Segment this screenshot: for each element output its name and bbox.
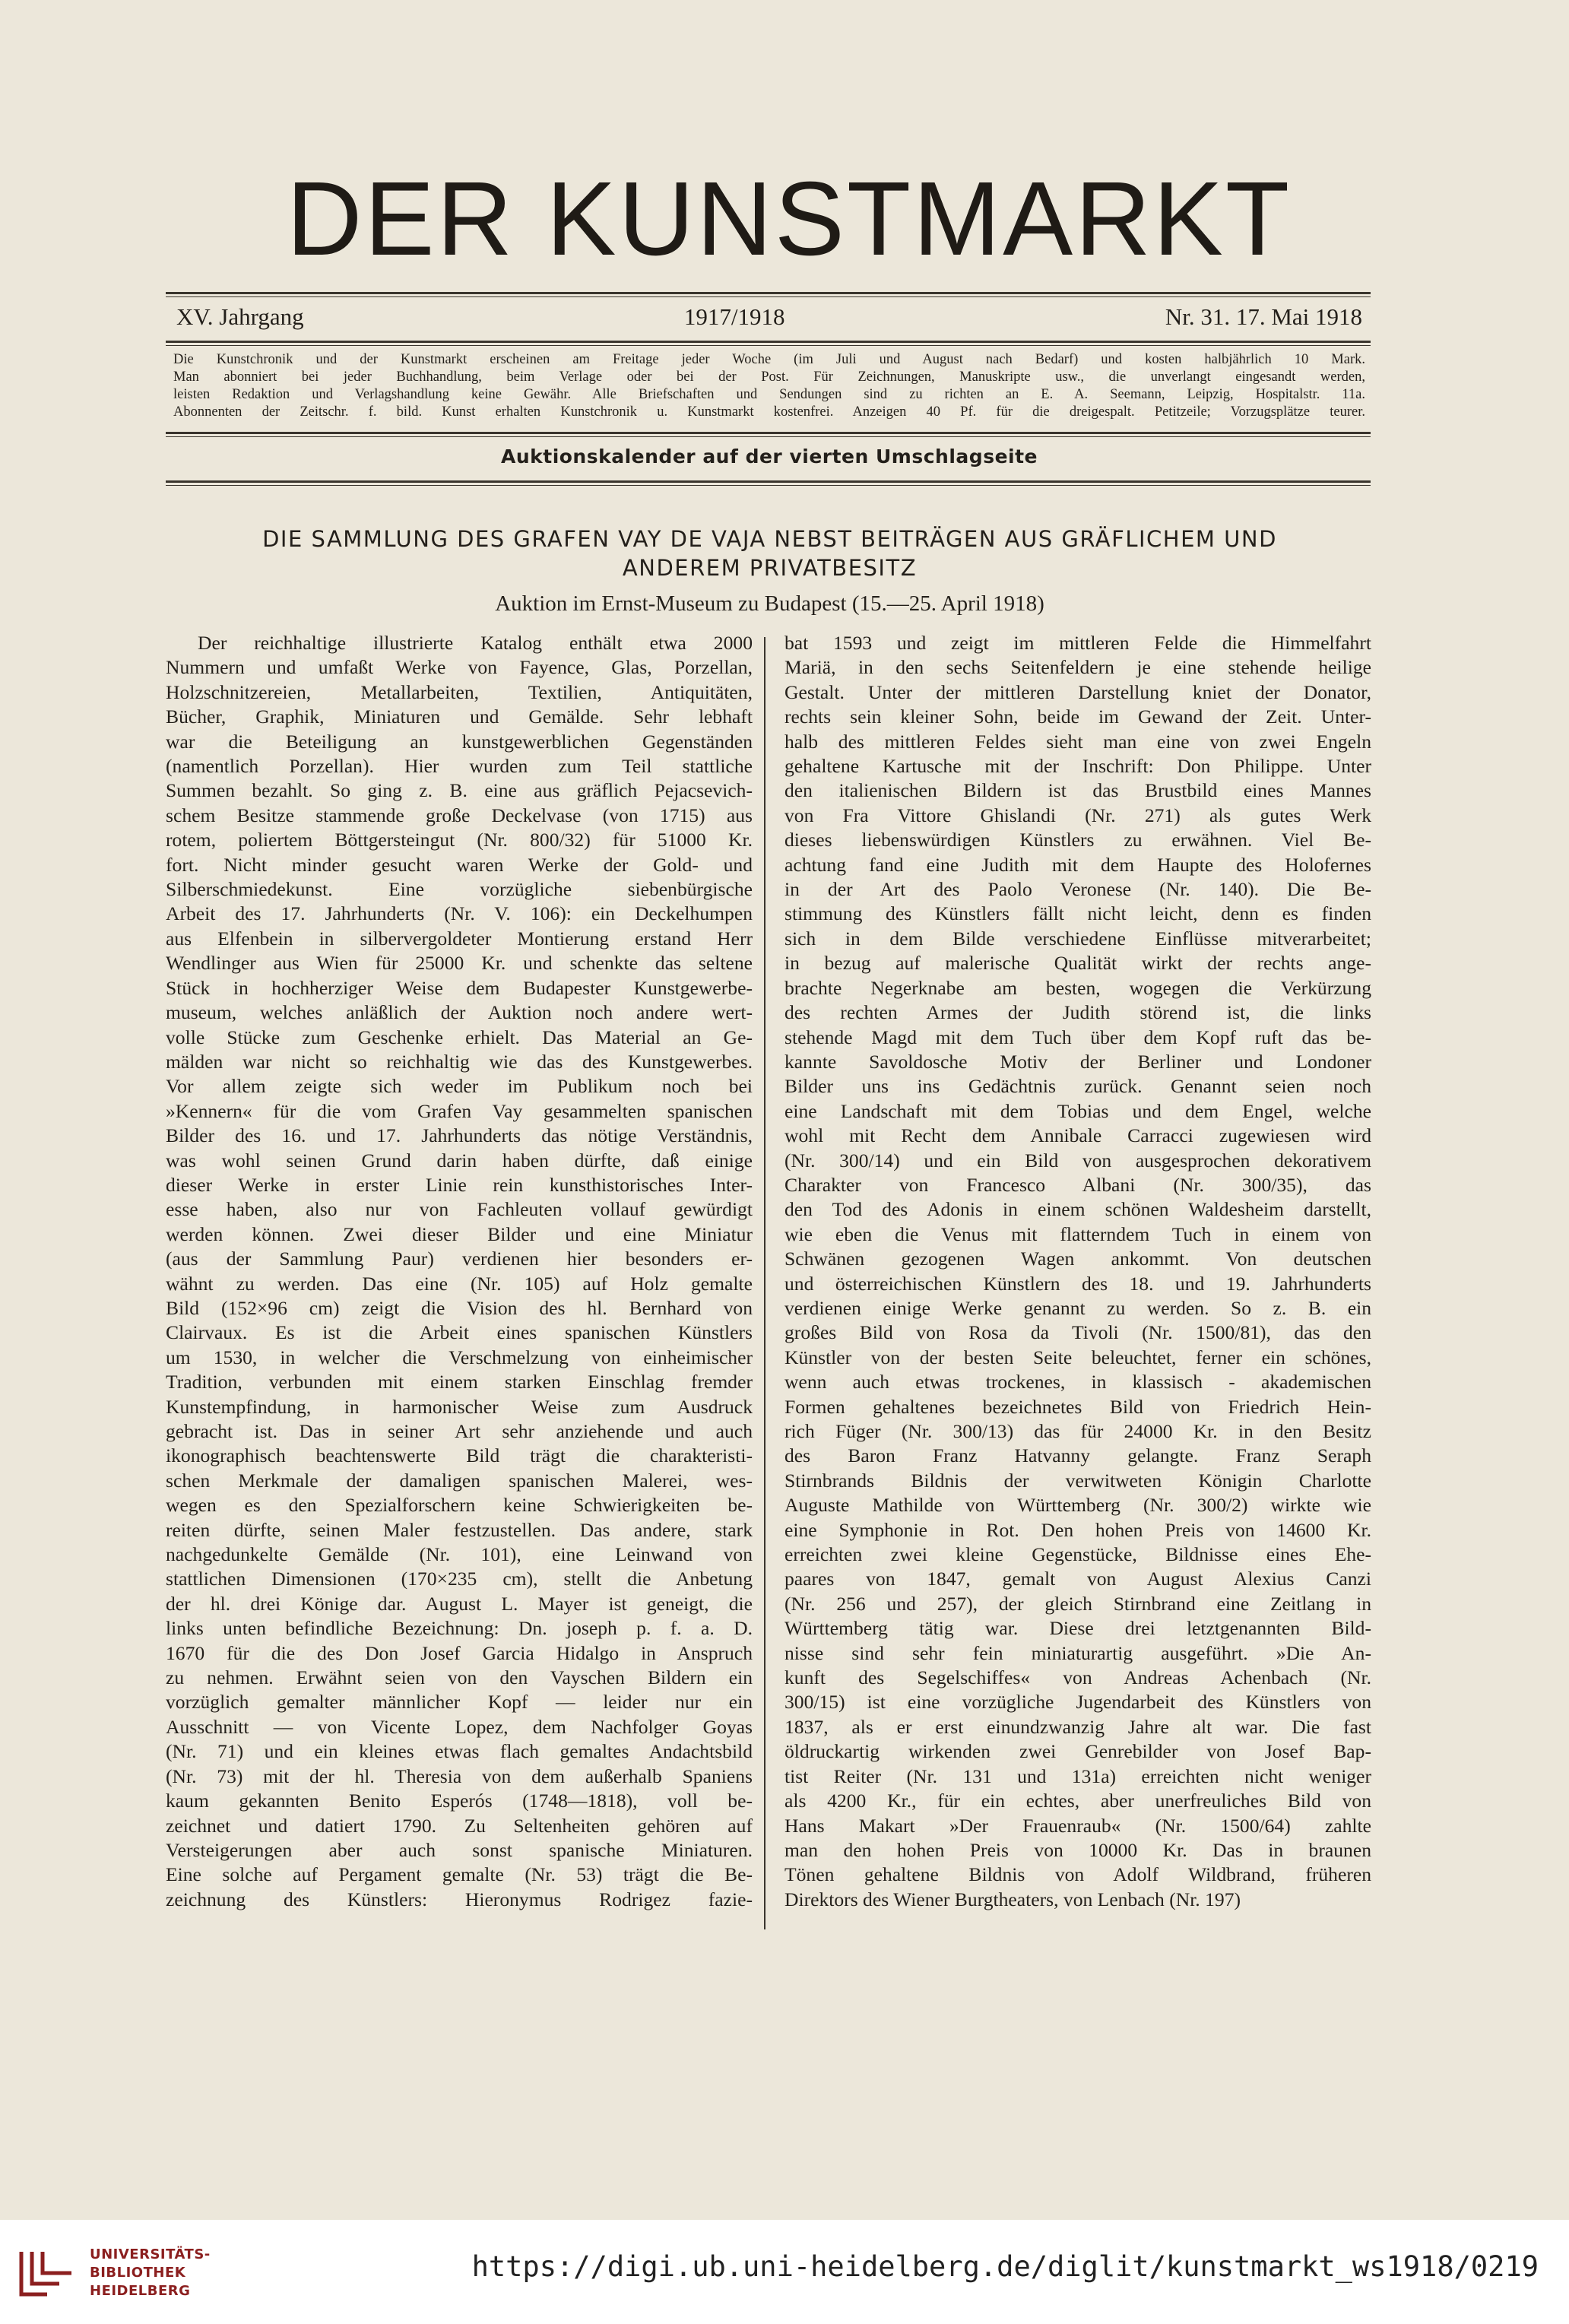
column-line: mälden war nicht so reichhaltig wie das des Kunstgewerbes. [166,1050,753,1073]
column-line: verdienen einige Werke genannt zu werden. So z. B. ein [784,1296,1371,1319]
issue-number: Nr. 31. 17. Mai 1918 [1165,303,1362,330]
column-line: wie eben die Venus mit flatterndem Tuch in einem von [784,1222,1371,1245]
column-line: gehaltene Kartusche mit der Inschrift: Don Philippe. Unter [784,755,1371,778]
column-line: (Nr. 71) und ein kleines etwas flach gemaltes Andachtsbild [166,1740,753,1763]
column-line: (Nr. 73) mit der hl. Theresia von dem außerhalb Spaniens [166,1764,753,1787]
column-line: (namentlich Porzellan). Hier wurden zum Teil stattliche [166,755,753,778]
column-line: (Nr. 256 und 257), der gleich Stirnbrand eine Zeitlang in [784,1592,1371,1615]
column-line: schen Merkmale der damaligen spanischen Malerei, wes- [166,1469,753,1492]
headline-line-2: ANDEREM PRIVATBESITZ [622,555,918,581]
column-line: war die Beteiligung an kunstgewerblichen Gegenständen [166,730,753,753]
column-line: Schwänen gezogenen Wagen ankommt. Von deutschen [784,1248,1371,1270]
article-headline [167,525,1372,582]
calendar-rule [166,480,1371,483]
column-line: des rechten Armes der Judith störend ist, die links [784,1001,1371,1024]
column-line: den italienischen Bildern ist das Brustbild eines Mannes [784,779,1371,802]
column-line: »Kennern« für die vom Grafen Vay gesammelten spanischen [166,1099,753,1122]
notice-line: Die Kunstchronik und der Kunstmarkt erscheinen am Freitage jeder Woche (im Juli und August nach Bedarf) und kosten halbjährlich 10 Mark. [173,352,1365,367]
column-line: kannte Savoldosche Motiv der Berliner und Londoner [784,1050,1371,1073]
column-line: esse haben, also nur von Fachleuten vollauf gewürdigt [166,1198,753,1221]
column-line: dieser Werke in erster Linie rein kunsthistorisches Inter- [166,1173,753,1196]
column-line: fort. Nicht minder gesucht waren Werke der Gold- und [166,853,753,876]
column-line: stimmung des Künstlers fällt nicht leicht, denn es finden [784,902,1371,925]
column-line: stattlichen Dimensionen (170×235 cm), stellt die Anbetung [166,1568,753,1590]
column-line: eine Landschaft mit dem Tobias und dem Engel, welche [784,1099,1371,1122]
column-line: Silberschmiedekunst. Eine vorzügliche siebenbürgische [166,878,753,901]
column-line: Arbeit des 17. Jahrhunderts (Nr. V. 106): ein Deckelhumpen [166,902,753,925]
column-line: Tönen gehaltene Bildnis von Adolf Wildbrand, früheren [784,1863,1371,1886]
page-footer [0,2220,1569,2324]
column-line: Tradition, verbunden mit einem starken Einschlag fremder [166,1371,753,1393]
column-line: zeichnet und datiert 1790. Zu Seltenheiten gehören auf [166,1814,753,1837]
column-line: von Fra Vittore Ghislandi (Nr. 271) als gutes Werk [784,804,1371,826]
column-line: links unten befindliche Bezeichnung: Dn. joseph p. f. a. D. [166,1617,753,1640]
column-line: zeichnung des Künstlers: Hieronymus Rodrigez fazie- [166,1888,753,1910]
masthead-title: DER KUNSTMARKT [286,160,1292,277]
notice-line: leisten Redaktion und Verlagshandlung keine Gewähr. Alle Briefschaften und Sendungen sind zu richten an E. A. Seemann, Leipzig, Hospitalstr. 11a. [173,387,1365,402]
column-line: Stirnbrands Bildnis der verwitweten Königin Charlotte [784,1469,1371,1492]
column-line: Bücher, Graphik, Miniaturen und Gemälde. Sehr lebhaft [166,705,753,728]
column-line: den Tod des Adonis in einem schönen Waldesheim darstellt, [784,1198,1371,1221]
volume-label: XV. Jahrgang [176,303,304,330]
column-line: Nummern und umfaßt Werke von Fayence, Glas, Porzellan, [166,656,753,679]
column-line: Holzschnitzereien, Metallarbeiten, Textilien, Antiquitäten, [166,680,753,703]
column-line: reiten dürfte, seinen Maler festzustellen. Das andere, stark [166,1518,753,1541]
column-line: nisse sind sehr fein miniaturartig ausgeführt. »Die An- [784,1641,1371,1664]
column-line: halb des mittleren Feldes sieht man eine von zwei Engeln [784,730,1371,753]
column-line: in bezug auf malerische Qualität wirkt der rechts ange- [784,952,1371,975]
notice-line: Man abonniert bei jeder Buchhandlung, beim Verlage oder bei der Post. Für Zeichnungen, Manuskripte usw., die unverlangt eingesandt werden, [173,369,1365,385]
permalink-url[interactable]: https://digi.ub.uni-heidelberg.de/diglit/kunstmarkt_ws1918/0219 [471,2250,1539,2283]
year-label: 1917/1918 [683,303,785,330]
calendar-rule-thin [166,485,1371,486]
column-line: der hl. drei Könige dar. August L. Mayer ist geneigt, die [166,1592,753,1615]
column-line: um 1530, in welcher die Verschmelzung von einheimischer [166,1346,753,1368]
column-line: kunft des Segelschiffes« von Andreas Achenbach (Nr. [784,1666,1371,1689]
column-line: öldruckartig wirkenden zwei Genrebilder von Josef Bap- [784,1740,1371,1763]
headline-line-1: DIE SAMMLUNG DES GRAFEN VAY DE VAJA NEBST BEITRÄGEN AUS GRÄFLICHEM UND [262,526,1277,552]
masthead-rule-thin [166,296,1371,297]
issue-rule-thin [166,345,1371,346]
column-line: aus Elfenbein in silbervergoldeter Montierung erstand Herr [166,927,753,950]
column-line: Ausschnitt — von Vicente Lopez, dem Nachfolger Goyas [166,1715,753,1738]
column-line: 1837, als er erst einundzwanzig Jahre alt war. Die fast [784,1715,1371,1738]
column-line: Versteigerungen aber auch sonst spanische Miniaturen. [166,1838,753,1861]
column-line: man den hohen Preis von 10000 Kr. Das in braunen [784,1838,1371,1861]
column-line: ikonographisch beachtenswerte Bild trägt die charakteristi- [166,1444,753,1467]
column-line: und österreichischen Künstlern des 18. und 19. Jahrhunderts [784,1272,1371,1295]
column-line: Kunstempfindung, in harmonischer Weise zum Ausdruck [166,1395,753,1418]
column-line: Stück in hochherziger Weise dem Budapester Kunstgewerbe- [166,976,753,999]
column-line: stehende Magd mit dem Tuch über dem Kopf ruft das be- [784,1026,1371,1048]
library-name [90,2246,211,2300]
column-line: 300/15) ist eine vorzügliche Jugendarbeit des Künstlers von [784,1691,1371,1714]
column-line: Hans Makart »Der Frauenraub« (Nr. 1500/64) zahlte [784,1814,1371,1837]
column-line: Charakter von Francesco Albani (Nr. 300/35), das [784,1173,1371,1196]
column-line: Formen gehaltenes bezeichnetes Bild von Friedrich Hein- [784,1395,1371,1418]
notice-line: Abonnenten der Zeitschr. f. bild. Kunst erhalten Kunstchronik u. Kunstmarkt kostenfrei. Anzeigen 40 Pf. für die dreigespalt. Petitzeile; Vorzugsplätze teurer. [173,404,1365,420]
column-line: wohl mit Recht dem Annibale Carracci zugewiesen wird [784,1124,1371,1147]
column-line: tist Reiter (Nr. 131 und 131a) erreichten nicht weniger [784,1764,1371,1787]
column-line: kaum gekannten Benito Esperós (1748—1818), voll be- [166,1790,753,1812]
column-divider [764,637,765,1929]
notice-rule [166,432,1371,434]
column-line: Bilder des 16. und 17. Jahrhunderts das nötige Verständnis, [166,1124,753,1147]
library-name-line: HEIDELBERG [90,2283,191,2299]
column-line: schem Besitze stammende große Deckelvase (von 1715) aus [166,804,753,826]
column-line: Wendlinger aus Wien für 25000 Kr. und schenkte das seltene [166,952,753,975]
column-line: paares von 1847, gemalt von August Alexius Canzi [784,1568,1371,1590]
issue-rule [166,341,1371,343]
column-line: zu nehmen. Erwähnt seien von den Vayschen Bildern ein [166,1666,753,1689]
column-line: Vor allem zeigte sich weder im Publikum noch bei [166,1075,753,1098]
column-line: achtung fand eine Judith mit dem Haupte des Holofernes [784,853,1371,876]
column-line: Summen bezahlt. So ging z. B. eine aus gräflich Pejacsevich- [166,779,753,802]
column-line: dieses liebenswürdigen Künstlers zu erwähnen. Viel Be- [784,829,1371,851]
right-column [784,631,1371,1912]
column-line: Württemberg tätig war. Diese drei letztgenannten Bild- [784,1617,1371,1640]
column-line: wähnt zu werden. Das eine (Nr. 105) auf Holz gemalte [166,1272,753,1295]
column-line: Künstler von der besten Seite beleuchtet, ferner ein schönes, [784,1346,1371,1368]
column-line: bat 1593 und zeigt im mittleren Felde die Himmelfahrt [784,632,1371,654]
column-line: erreichten zwei kleine Gegenstücke, Bildnisse eines Ehe- [784,1543,1371,1566]
issue-line [176,303,1362,331]
column-line: Mariä, in den sechs Seitenfeldern je eine stehende heilige [784,656,1371,679]
column-line: brachte Negerknabe am besten, wogegen die Verkürzung [784,976,1371,999]
column-line: (Nr. 300/14) und ein Bild von ausgesprochen dekorativem [784,1149,1371,1172]
column-line: was wohl seinen Grund darin haben dürfte, daß einige [166,1149,753,1172]
column-line: rotem, poliertem Böttgersteingut (Nr. 800/32) für 51000 Kr. [166,829,753,851]
column-line: Clairvaux. Es ist die Arbeit eines spanischen Künstlers [166,1321,753,1344]
column-line: wenn auch etwas trockenes, in klassisch - akademischen [784,1371,1371,1393]
library-name-line: BIBLIOTHEK [90,2265,186,2281]
column-line: des Baron Franz Hatvanny gelangte. Franz Seraph [784,1444,1371,1467]
column-line: eine Symphonie in Rot. Den hohen Preis von 14600 Kr. [784,1518,1371,1541]
column-line: museum, welches anläßlich der Auktion noch andere wert- [166,1001,753,1024]
column-line: Bilder uns ins Gedächtnis zurück. Genannt seien noch [784,1075,1371,1098]
library-name-line: UNIVERSITÄTS- [90,2246,211,2262]
column-line: rich Füger (Nr. 300/13) das für 24000 Kr. in den Besitz [784,1420,1371,1442]
column-line: 1670 für die des Don Josef Garcia Hidalgo in Anspruch [166,1641,753,1664]
masthead-rule [166,292,1371,294]
column-line: Auguste Mathilde von Württemberg (Nr. 300/2) wirkte wie [784,1494,1371,1517]
library-seal-icon [17,2246,78,2303]
column-line: werden können. Zwei dieser Bilder und eine Miniatur [166,1222,753,1245]
article-subheadline: Auktion im Ernst-Museum zu Budapest (15.—25. April 1918) [495,591,1044,616]
column-line: gebracht ist. Das in seiner Art sehr anziehende und auch [166,1420,753,1442]
column-line: großes Bild von Rosa da Tivoli (Nr. 1500/81), das den [784,1321,1371,1344]
column-line: in der Art des Paolo Veronese (Nr. 140). Die Be- [784,878,1371,901]
subscription-notice [173,351,1365,421]
column-line: vorzüglich gemalter männlicher Kopf — leider nur ein [166,1691,753,1714]
column-line: Direktors des Wiener Burgtheaters, von Lenbach (Nr. 197) [784,1888,1241,1910]
column-line: (aus der Sammlung Paur) verdienen hier besonders er- [166,1248,753,1270]
notice-rule-thin [166,436,1371,437]
column-line: Bild (152×96 cm) zeigt die Vision des hl. Bernhard von [166,1296,753,1319]
column-line: Eine solche auf Pergament gemalte (Nr. 53) trägt die Be- [166,1863,753,1886]
auction-calendar-note: Auktionskalender auf der vierten Umschlagseite [500,445,1038,468]
column-line: Der reichhaltige illustrierte Katalog enthält etwa 2000 [198,632,753,654]
column-line: rechts sein kleiner Sohn, beide im Gewand der Zeit. Unter- [784,705,1371,728]
column-line: als 4200 Kr., für ein echtes, aber unerfreuliches Bild von [784,1790,1371,1812]
column-line: sich in dem Bilde verschiedene Einflüsse mitverarbeitet; [784,927,1371,950]
column-line: nachgedunkelte Gemälde (Nr. 101), eine Leinwand von [166,1543,753,1566]
column-line: Gestalt. Unter der mittleren Darstellung kniet der Donator, [784,680,1371,703]
left-column [166,631,753,1912]
column-line: wegen es den Spezialforschern keine Schwierigkeiten be- [166,1494,753,1517]
column-line: volle Stücke zum Geschenke erhielt. Das Material an Ge- [166,1026,753,1048]
